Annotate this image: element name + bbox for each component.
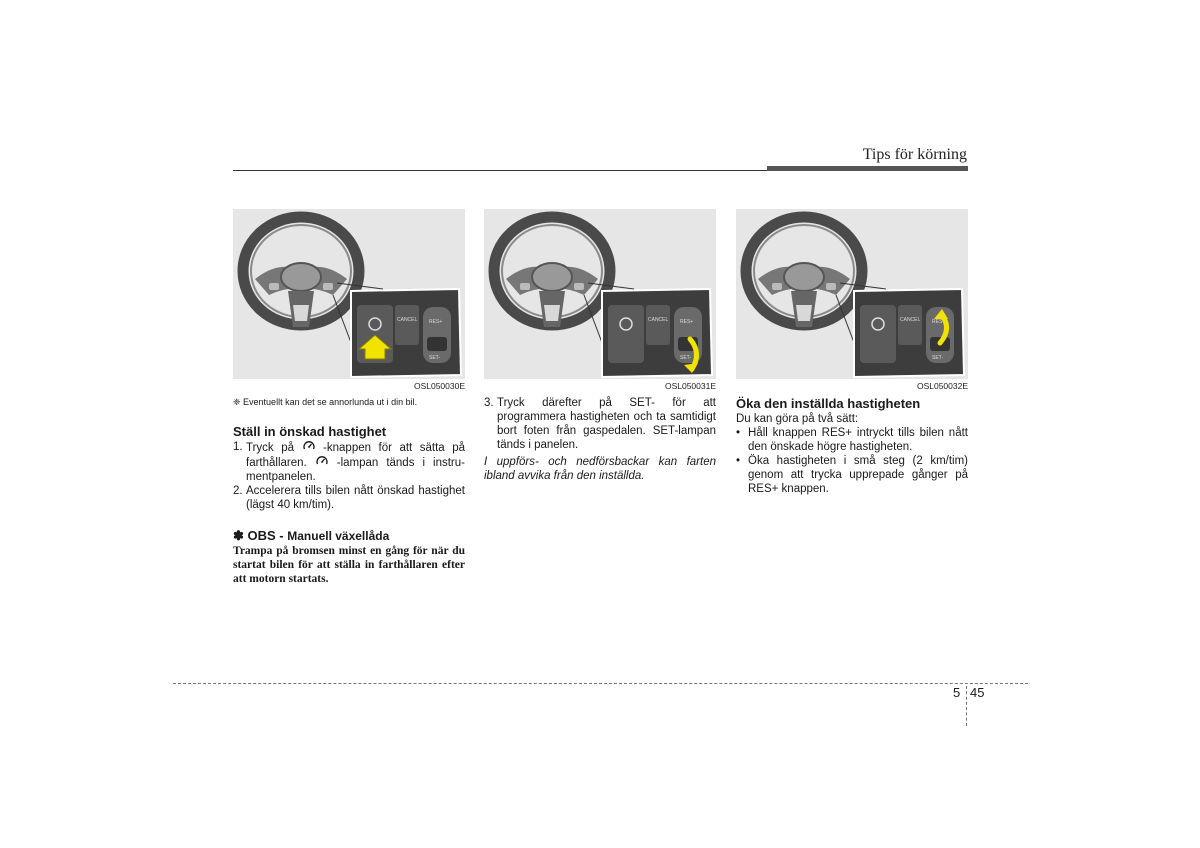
cancel-label: CANCEL	[648, 317, 669, 323]
set-label: SET-	[680, 355, 692, 361]
figure-steering-wheel-2	[484, 209, 716, 379]
steps-list	[233, 440, 465, 512]
list-item	[736, 454, 968, 496]
column-2	[484, 209, 716, 483]
res-label: RES+	[429, 319, 443, 325]
cruise-control-icon	[302, 440, 316, 452]
italic-note: I uppförs- och nedförsbackar kan farten ibland avvika från den inställda.	[484, 456, 716, 482]
step-marker: 1.	[233, 441, 243, 453]
steering-wheel-icon	[494, 217, 610, 327]
figure-steering-wheel-3	[736, 209, 968, 379]
set-label: SET-	[429, 355, 441, 361]
intro-text: Du kan göra på två sätt:	[736, 413, 859, 425]
step-text-c: -lampan tänds i instrumentpanelen.	[246, 457, 465, 483]
obs-heading	[233, 528, 465, 544]
obs-title: ✽ OBS -	[233, 528, 288, 543]
steering-wheel-illustration	[484, 209, 716, 379]
chapter-number: 5	[953, 685, 961, 700]
step-marker: 2.	[233, 485, 243, 497]
bullet-icon: •	[736, 455, 741, 467]
figure-steering-wheel-1	[233, 209, 465, 379]
figure-code: OSL050032E	[916, 381, 968, 391]
steering-wheel-icon	[746, 217, 862, 327]
footer-rule	[173, 683, 1028, 684]
step-text: Accelerera tills bilen nått önskad hastighet (lägst 40 km/tim).	[246, 485, 465, 511]
step-text-b: -knappen för att sätta på farthållaren.	[246, 442, 466, 469]
footer-divider	[966, 686, 967, 726]
section-heading: Öka den inställda hastigheten	[736, 396, 921, 411]
figure-note: ❈ Eventuellt kan det se annorlunda ut i din bil.	[233, 397, 418, 407]
column-3	[736, 209, 968, 496]
steering-wheel-illustration	[736, 209, 968, 379]
obs-text: Trampa på bromsen minst en gång för när du startat bilen för att ställa in farthållaren efter att motorn startats.	[233, 545, 465, 585]
bullet-icon: •	[736, 427, 741, 439]
list-item	[736, 426, 968, 454]
header-rule-accent	[767, 166, 968, 171]
cruise-control-panel	[351, 289, 461, 377]
steps-list	[484, 396, 716, 452]
step-text: Tryck därefter på SET- för att programmera hastigheten och ta samtidigt bort foten från gaspedalen. SET-lampan tänds i panelen.	[497, 397, 716, 451]
header-title: Tips för körning	[862, 146, 967, 163]
obs-subtitle: Manuell växellåda	[287, 529, 390, 543]
list-item	[484, 396, 716, 452]
header-rule	[233, 170, 768, 171]
set-label: SET-	[932, 355, 944, 361]
bullet-text: Öka hastigheten i små steg (2 km/tim) genom att trycka upprepade gånger på RES+ knappen.	[748, 455, 968, 495]
figure-code: OSL050030E	[413, 381, 465, 391]
cancel-label: CANCEL	[900, 317, 921, 323]
figure-code: OSL050031E	[664, 381, 716, 391]
list-item	[233, 440, 465, 484]
cruise-indicator-icon	[315, 455, 329, 467]
column-1	[233, 209, 465, 586]
step-marker: 3.	[484, 397, 494, 409]
section-heading: Ställ in önskad hastighet	[233, 424, 387, 439]
bullet-list	[736, 426, 968, 496]
res-label: RES+	[680, 319, 694, 325]
steering-wheel-icon	[243, 217, 359, 327]
step-text-a: Tryck på	[246, 442, 302, 454]
res-label: RES+	[932, 319, 946, 325]
list-item	[233, 484, 465, 512]
bullet-text: Håll knappen RES+ intryckt tills bilen nått den önskade högre hastigheten.	[748, 427, 968, 453]
page-number: 45	[970, 685, 985, 700]
cancel-label: CANCEL	[397, 317, 418, 323]
steering-wheel-illustration	[233, 209, 465, 379]
